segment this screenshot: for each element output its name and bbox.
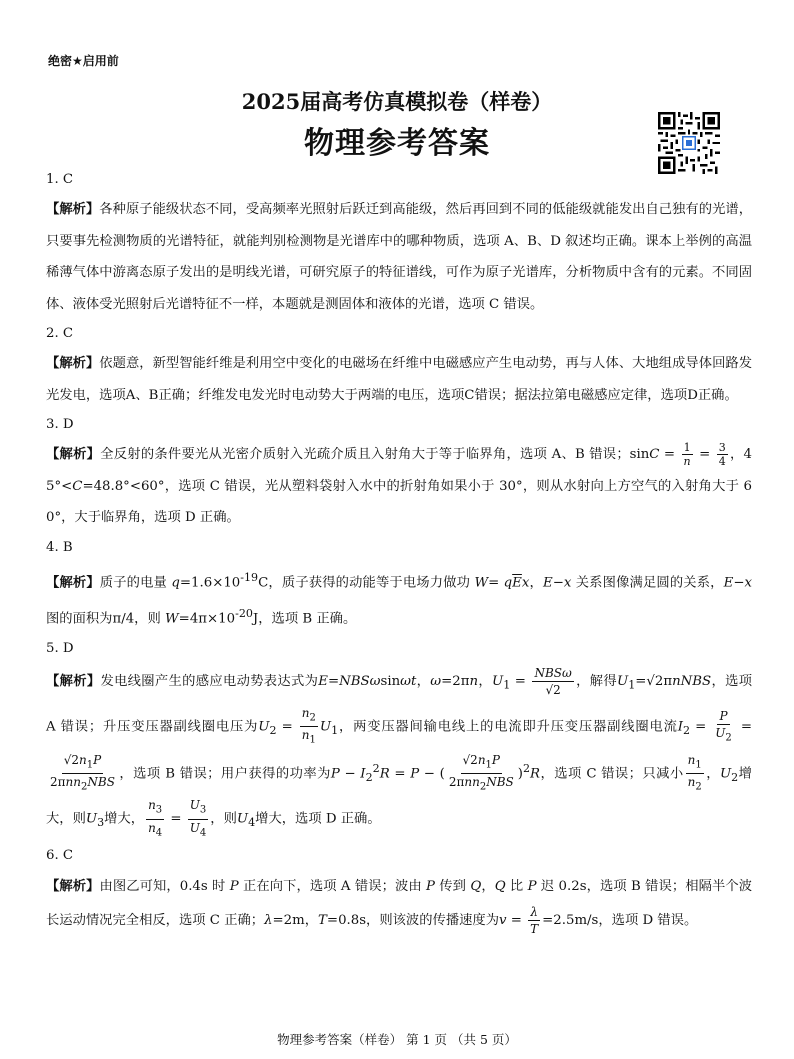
answer-number: 6. C	[46, 848, 74, 864]
explanation-text: 依题意，新型智能纤维是利用空中变化的电磁场在纤维中电磁感应产生电动势，再与人体、大地组成导体回路发光发电，选项A、B正确；纤维发电发光时电动势大于两端的电压，选项C错误；据法拉第电磁感应定律，选项D正确。	[46, 356, 753, 403]
fraction: $\frac{n_3}{n_4}$	[148, 798, 163, 838]
explanation-text: 全反射的条件要光从光密介质射入光疏介质且入射角大于等于临界角，选项 A、B 错误；sin	[100, 447, 650, 462]
fraction: $\frac{√2n_1P}{2\pi nn_2NBS}$	[50, 753, 115, 793]
explanation-tag: 【解析】	[46, 447, 101, 462]
explanation-paragraph: 【解析】发电线圈产生的感应电动势表达式为E=NBSωsinωt，ω=2πn，$U_1$ = $\frac{\text{NBSω}}{√2}$ ，解得$U_1=√2\pi nNBS$，选项 A 错误；升压变压器副线圈电压为$U_2$ = $\frac{n_2}{n_1}$ $U_1$，两变压器间输电线上的电流即升压变压器副线圈电流$I_2$ = $\frac{P}{U_2}$ = $\frac{√2n_1P}{2\pi nn_2NBS}$ ，选项 B 错误；用户获得的功率为$P - I_2^2R = P$ − ( $\frac{√2n_1P}{2\pi nn_2NBS}$ )$^2$R，选项 C 错误；只减小 $\frac{n_1}{n_2}$ ，$U_2$增大，则$U_3$增大， $\frac{n_3}{n_4}$ = $\frac{U_3}{U_4}$ ，则$U_4$增大，选项 D 正确。	[46, 663, 752, 842]
fraction: $\frac{n_1}{n_2}$	[687, 753, 702, 793]
page-footer: 物理参考答案（样卷） 第 1 页 （共 5 页）	[277, 1032, 517, 1047]
fraction: $\frac{√2n_1P}{2\pi nn_2NBS}$	[448, 753, 514, 793]
explanation-paragraph: 【解析】全反射的条件要光从光密介质射入光疏介质且入射角大于等于临界角，选项 A、B 错误；sinC = $\frac{1}{n}$ = $\frac{3}{4}$ ，45°<C=48.8°<60°，选项 C 错误，光从塑料袋射入水中的折射角如果小于 30°，则从水射向上方空气的入射角大于 60°，大于临界角，选项 D 正确。	[46, 441, 752, 525]
fraction: $\frac{U_3}{U_4}$	[189, 798, 207, 838]
exam-title: 2025届高考仿真模拟卷（样卷）	[241, 89, 553, 114]
fraction: $\frac{3}{4}$	[718, 441, 726, 468]
explanation-text: 各种原子能级状态不同，受高频率光照射后跃迁到高能级，然后再回到不同的低能级就能发出自己独有的光谱，只要事先检测物质的光谱特征，就能判别检测物是光谱库中的哪种物质，选项 A、B、D 叙述均正确。课本上举例的高温稀薄气体中游离态原子发出的是明线光谱，可研究原子的特征谱线，可作为原子光谱库，分析物质中含有的元素。不同固体、液体受光照射后光谱特征不一样，本题就是测固体和液体的光谱，选项 C 错误。	[46, 202, 753, 312]
explanation-tag: 【解析】	[46, 879, 100, 895]
fraction: $\frac{\lambda}{T}$	[530, 905, 539, 937]
explanation-paragraph: 【解析】质子的电量 $q=1.6\times 10^{-19}C$，质子获得的动能等于电场力做功 $W= q\overline{E}x$，E−x 关系图像满足圆的关系，E−x 图的面积为π/4，则 $W=4\pi\times 10^{-20}J$，选项 B 正确。	[46, 570, 752, 627]
answer-number: 4. B	[46, 539, 73, 555]
fraction: $\frac{1}{n}$	[683, 441, 691, 468]
explanation-tag: 【解析】	[46, 356, 100, 371]
explanation-paragraph: 【解析】由图乙可知，0.4s 时 P 正在向下，选项 A 错误；波由 P 传到 Q，Q 比 P 迟 0.2s，选项 B 错误；相隔半个波长运动情况完全相反，选项 C 正确；λ=2m，T=0.8s，则该波的传播速度为v = $\frac{\lambda}{T}$ =2.5m/s，选项 D 错误。	[46, 879, 753, 937]
fraction: $\frac{n_2}{n_1}$	[301, 706, 316, 746]
answer-content	[46, 166, 752, 938]
answer-number: 3. D	[46, 417, 74, 432]
explanation-tag: 【解析】	[46, 202, 100, 217]
qr-code-icon	[658, 112, 720, 174]
answer-number: 5. D	[46, 641, 74, 657]
fraction: $\frac{\text{NBSω}}{√2}$	[534, 666, 572, 698]
answer-number: 1. C	[46, 172, 74, 187]
answer-number: 2. C	[46, 326, 74, 341]
doc-title: 物理参考答案	[304, 126, 490, 161]
fraction: $\frac{P}{U_2}$	[715, 708, 732, 744]
explanation-tag: 【解析】	[46, 674, 101, 690]
secret-mark: 绝密★启用前	[48, 54, 119, 68]
explanation-tag: 【解析】	[46, 574, 100, 590]
explanation-paragraph	[46, 348, 752, 411]
explanation-paragraph	[46, 194, 752, 320]
